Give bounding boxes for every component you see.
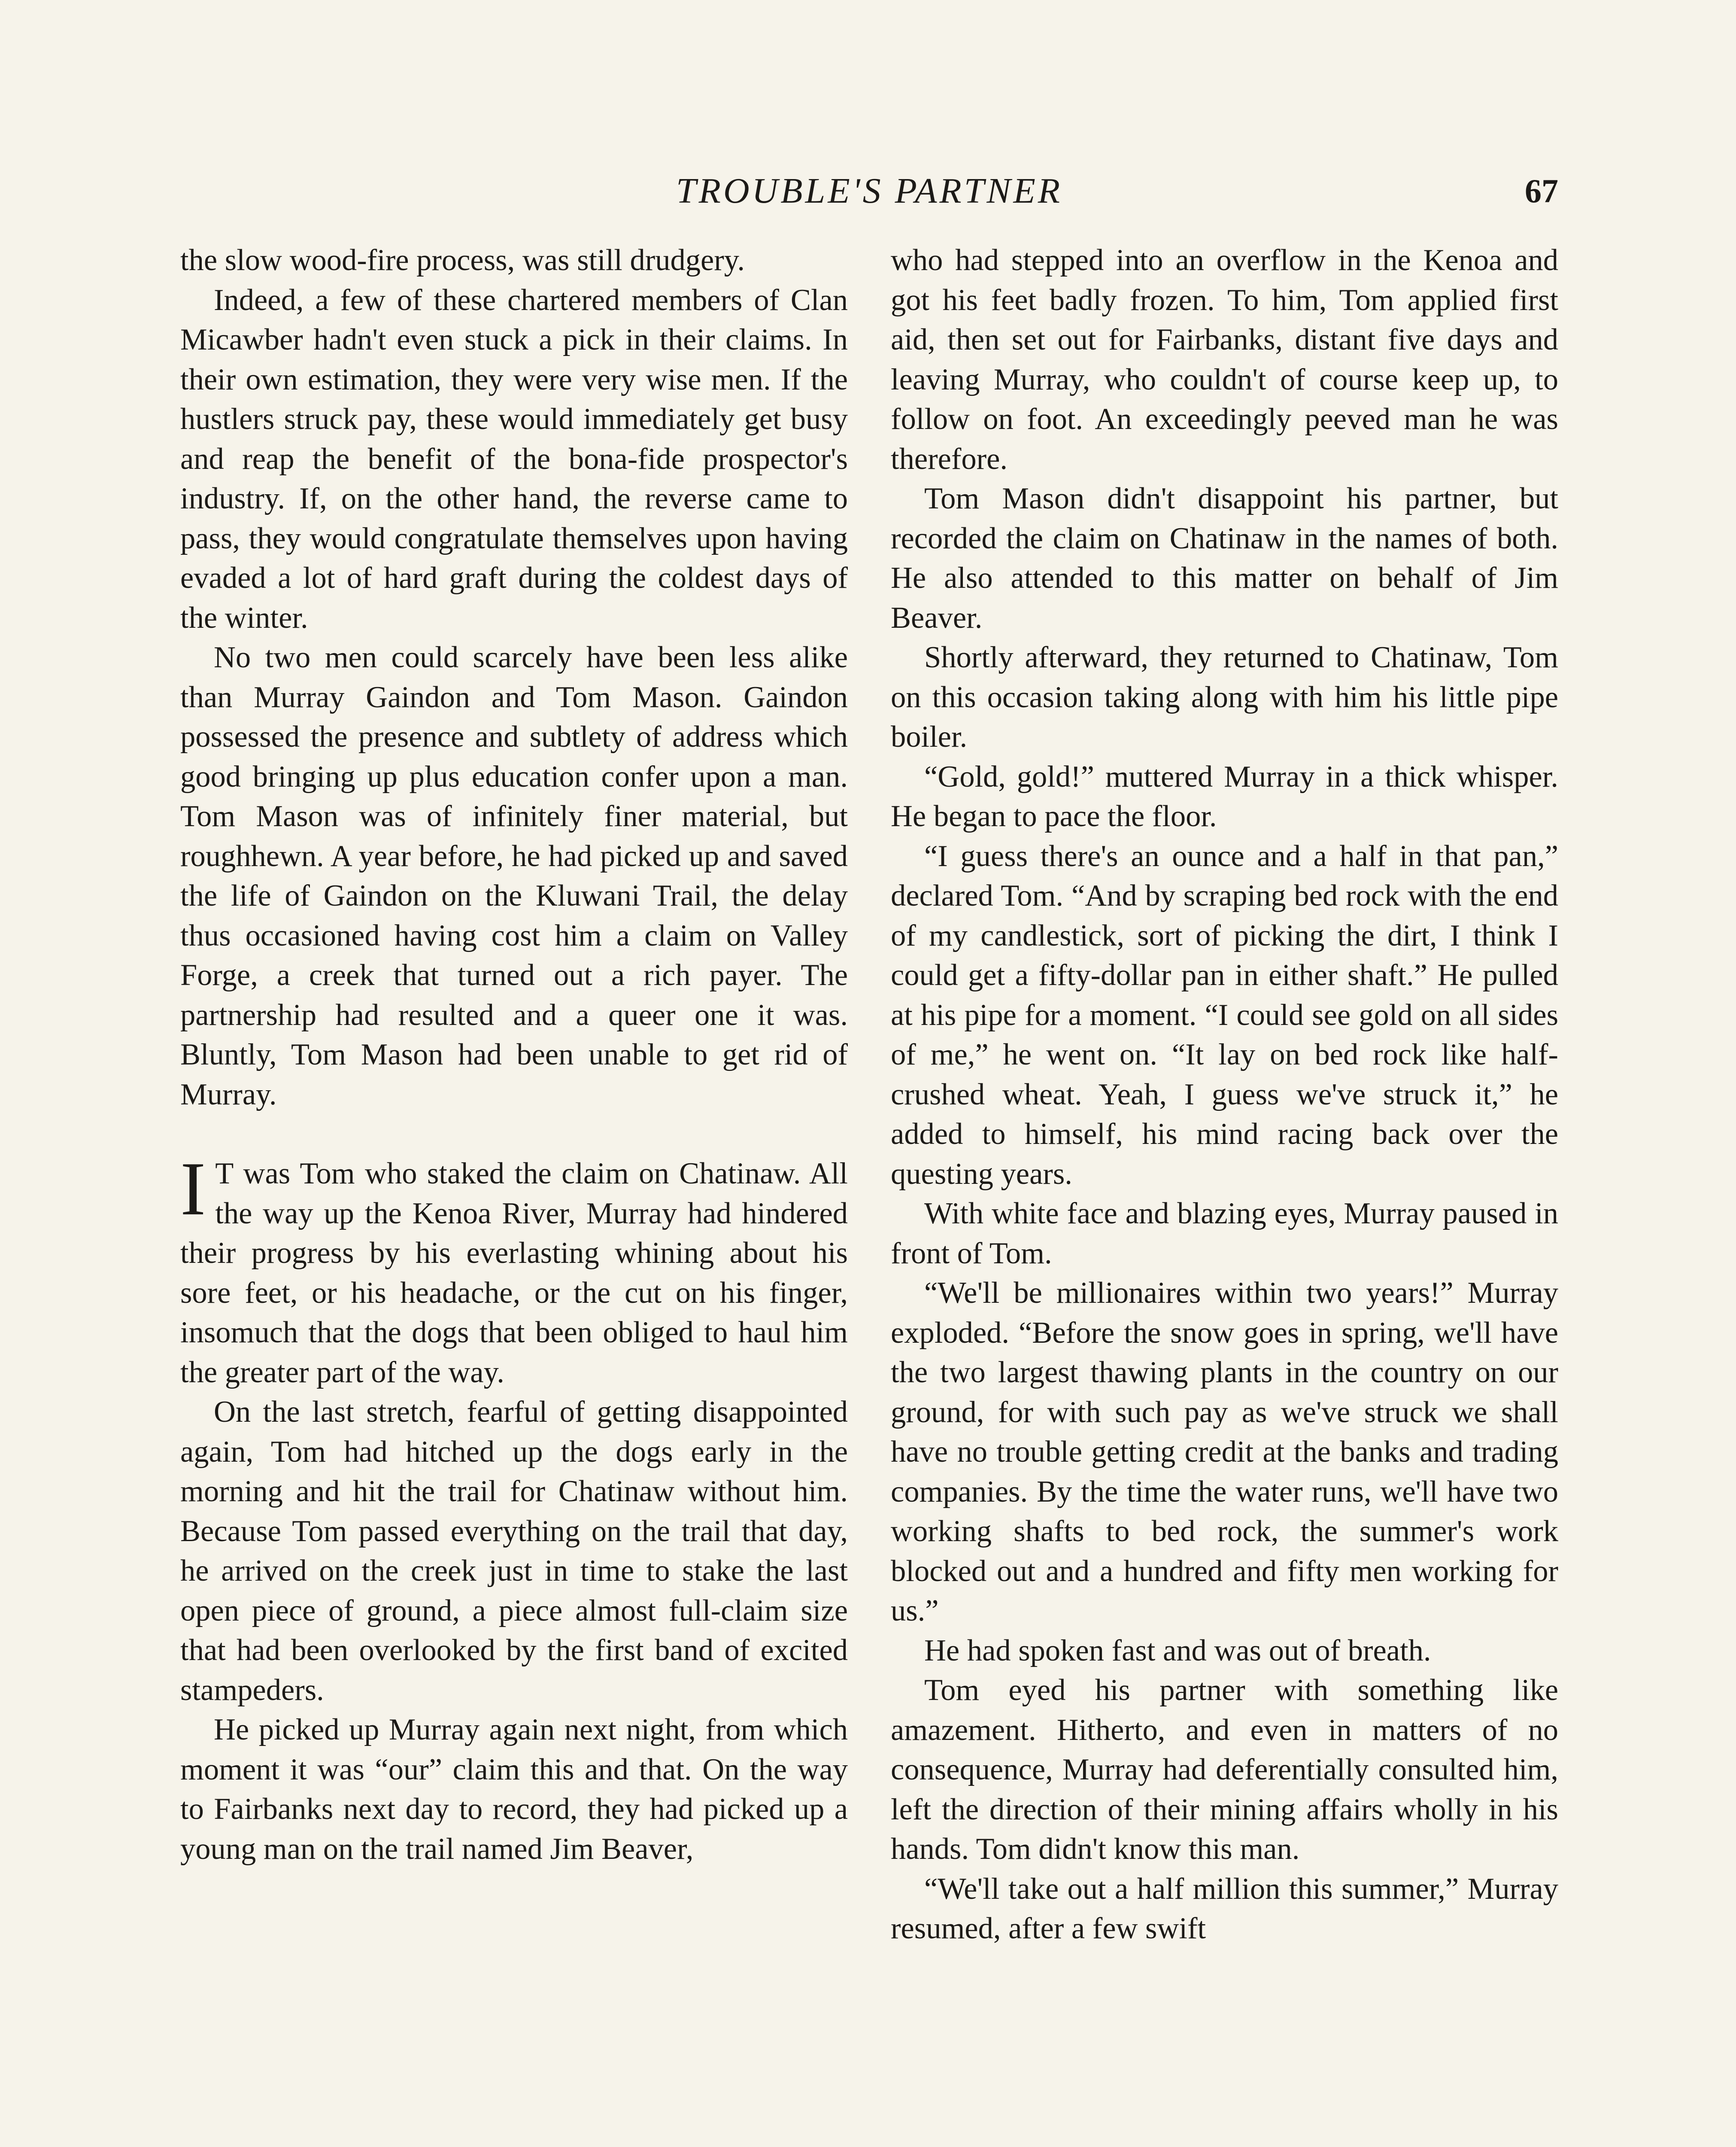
running-header <box>180 165 1558 221</box>
running-title: TROUBLE'S PARTNER <box>676 171 1063 211</box>
right-column <box>891 240 1558 1949</box>
paragraph: “We'll take out a half million this summer,” Murray resumed, after a few swift <box>891 1872 1558 1945</box>
paragraph: He picked up Murray again next night, from which moment it was “our” claim this and that. On the way to Fairbanks next day to record, they had picked up a young man on the trail named Jim Beaver, <box>180 1713 848 1866</box>
paragraph: Tom Mason didn't disappoint his partner, but recorded the claim on Chatinaw in the names of both. He also attended to this matter on behalf of Jim Beaver. <box>891 482 1558 635</box>
paragraph: On the last stretch, fearful of getting disappointed again, Tom had hitched up the dogs early in the morning and hit the trail for Chatinaw without him. Because Tom passed everything on the trail that day, he arrived on the creek just in time to stake the last open piece of ground, a piece almost full-claim size that had been overlooked by the first band of excited stampeders. <box>180 1395 848 1707</box>
paragraph: Tom eyed his partner with something like amazement. Hitherto, and even in matters of no consequence, Murray had deferentially consulted him, left the direction of their mining affairs wholly in his hands. Tom didn't know this man. <box>891 1673 1558 1866</box>
paragraph: Shortly afterward, they returned to Chatinaw, Tom on this occasion taking along with him his little pipe boiler. <box>891 641 1558 754</box>
left-column <box>180 240 848 1869</box>
paragraph: who had stepped into an overflow in the Kenoa and got his feet badly frozen. To him, Tom applied first aid, then set out for Fairbanks, distant five days and leaving Murray, who couldn't of course keep up, to follow on foot. An exceedingly peeved man he was therefore. <box>891 243 1558 476</box>
section-start-paragraph <box>180 1146 848 1392</box>
paragraph-text: T was Tom who staked the claim on Chatinaw. All the way up the Kenoa River, Murray had hindered their progress by his everlasting whining about his sore feet, or his headache, or the cut on his finger, insomuch that the dogs that been obliged to haul him the greater part of the way. <box>180 1157 848 1389</box>
paragraph: “I guess there's an ounce and a half in that pan,” declared Tom. “And by scraping bed rock with the end of my candlestick, sort of picking the dirt, I think I could get a fifty-dollar pan in either shaft.” He pulled at his pipe for a moment. “I could see gold on all sides of me,” he went on. “It lay on bed rock like half-crushed wheat. Yeah, I guess we've struck it,” he added to himself, his mind racing back over the questing years. <box>891 839 1558 1191</box>
drop-cap: I <box>180 1146 206 1231</box>
page-number: 67 <box>1525 172 1558 210</box>
paragraph: Indeed, a few of these chartered members of Clan Micawber hadn't even stuck a pick in their claims. In their own estimation, they were very wise men. If the hustlers struck pay, these would immediately get busy and reap the benefit of the bona-fide prospector's industry. If, on the other hand, the reverse came to pass, they would congratulate themselves upon having evaded a lot of hard graft during the coldest days of the winter. <box>180 283 848 635</box>
paragraph: “We'll be millionaires within two years!” Murray exploded. “Before the snow goes in spring, we'll have the two largest thawing plants in the country on our ground, for with such pay as we've struck we shall have no trouble getting credit at the banks and trading companies. By the time the water runs, we'll have two working shafts to bed rock, the summer's work blocked out and a hundred and fifty men working for us.” <box>891 1276 1558 1627</box>
paragraph: the slow wood-fire process, was still drudgery. <box>180 243 745 277</box>
paragraph: He had spoken fast and was out of breath. <box>924 1633 1431 1667</box>
paragraph: “Gold, gold!” muttered Murray in a thick whisper. He began to pace the floor. <box>891 760 1558 833</box>
paragraph: With white face and blazing eyes, Murray paused in front of Tom. <box>891 1197 1558 1270</box>
paragraph: No two men could scarcely have been less alike than Murray Gaindon and Tom Mason. Gaindon possessed the presence and subtlety of address which good bringing up plus education confer upon a man. Tom Mason was of infinitely finer material, but roughhewn. A year before, he had picked up and saved the life of Gaindon on the Kluwani Trail, the delay thus occasioned having cost him a claim on Valley Forge, a creek that turned out a rich payer. The partnership had resulted and a queer one it was. Bluntly, Tom Mason had been unable to get rid of Murray. <box>180 641 848 1111</box>
